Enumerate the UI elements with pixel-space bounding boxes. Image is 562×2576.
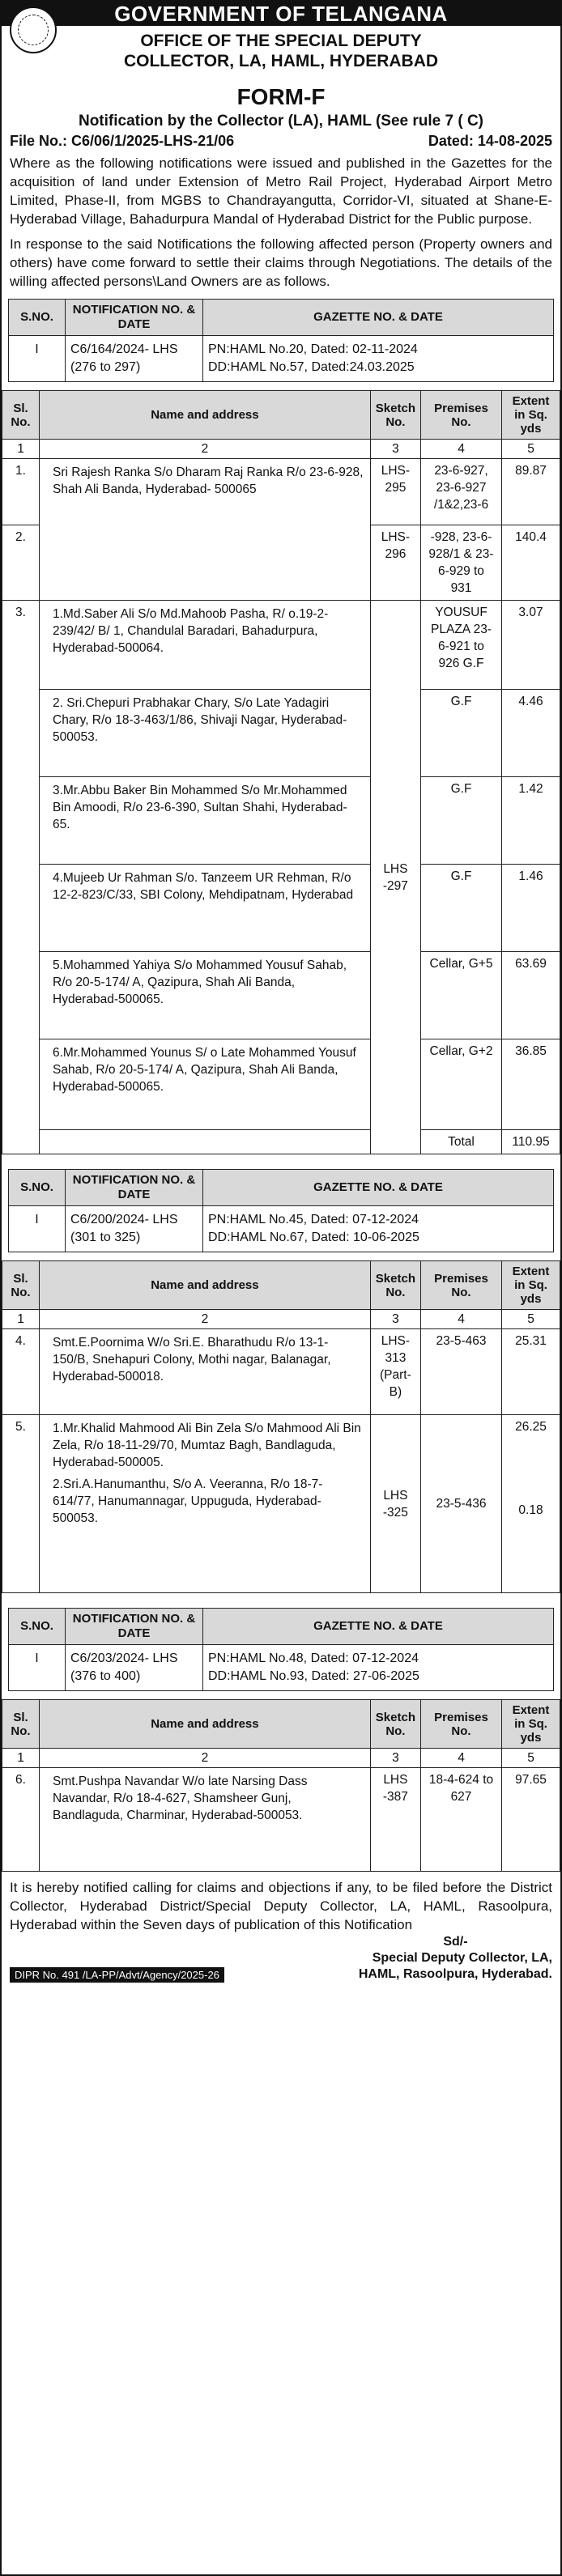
gazette-table-1 bbox=[8, 299, 554, 382]
office-line-2: COLLECTOR, LA, HAML, HYDERABAD bbox=[123, 52, 439, 70]
form-title: FORM-F bbox=[236, 84, 326, 109]
header-sketch-no: Sketch No. bbox=[370, 1700, 420, 1749]
total-spacer bbox=[40, 1130, 371, 1154]
gazette-header-gazette: GAZETTE NO. & DATE bbox=[203, 300, 554, 336]
person-name-address: 6.Mr.Mohammed Younus S/ o Late Mohammed Yousuf Sahab, R/o 20-5-174/ A, Qazipura, Shah Ali Banda, Hyderabad-500065. bbox=[40, 1039, 371, 1130]
row-premises: G.F bbox=[421, 865, 502, 952]
gazette-dd: DD:HAML No.67, Dated: 10-06-2025 bbox=[208, 1231, 419, 1244]
row-extent: 1.46 bbox=[502, 865, 560, 952]
gazette-details bbox=[203, 1645, 554, 1691]
col-number: 5 bbox=[502, 1310, 560, 1329]
gazette-details bbox=[203, 1206, 554, 1252]
gazette-notification: C6/203/2024- LHS (376 to 400) bbox=[66, 1645, 203, 1691]
gazette-table-3 bbox=[8, 1608, 554, 1691]
person-2: 2.Sri.A.Hanumanthu, S/o A. Veeranna, R/o 18-7-614/77, Hanumannagar, Uppuguda, Hyderabad-500053. bbox=[53, 1477, 323, 1525]
header bbox=[2, 2, 560, 83]
person-name-address: Sri Rajesh Ranka S/o Dharam Raj Ranka R/o 23-6-928, Shah Ali Banda, Hyderabad- 500065 bbox=[40, 459, 371, 601]
gazette-header-sno: S.NO. bbox=[9, 1170, 66, 1206]
person-name-address: Smt.E.Poornima W/o Sri.E. Bharathudu R/o 13-1-150/B, Snehapuri Colony, Mothi nagar, Balanagar, Hyderabad-500018. bbox=[40, 1329, 371, 1415]
row-extent: 97.65 bbox=[502, 1768, 560, 1872]
row-premises: G.F bbox=[421, 690, 502, 777]
gazette-dd: DD:HAML No.93, Dated: 27-06-2025 bbox=[208, 1669, 419, 1683]
notification-title: Notification by the Collector (LA), HAML (See rule 7 ( C) bbox=[78, 113, 483, 130]
col-number: 2 bbox=[40, 1310, 371, 1329]
file-date: Dated: 14-08-2025 bbox=[428, 133, 552, 149]
gazette-table-2 bbox=[8, 1169, 554, 1252]
file-line bbox=[2, 131, 560, 151]
row-sl: 5. bbox=[2, 1415, 40, 1593]
affected-persons-table-3 bbox=[2, 1699, 560, 1872]
gazette-sno: I bbox=[9, 336, 66, 382]
person-name-address: 3.Mr.Abbu Baker Bin Mohammed S/o Mr.Mohammed Bin Amoodi, R/o 23-6-390, Sultan Shahi, Hyderabad-65. bbox=[40, 777, 371, 865]
header-extent: Extent in Sq. yds bbox=[502, 1261, 560, 1310]
row-extent: 4.46 bbox=[502, 690, 560, 777]
office-name bbox=[2, 26, 560, 71]
office-line-1: OFFICE OF THE SPECIAL DEPUTY bbox=[140, 32, 422, 50]
row-sl: 6. bbox=[2, 1768, 40, 1872]
row-sl: 2. bbox=[2, 525, 40, 601]
row-sketch: LHS -387 bbox=[370, 1768, 420, 1872]
row-extent: 89.87 bbox=[502, 459, 560, 525]
row-sl: 3. bbox=[2, 601, 40, 1154]
row-sketch: LHS -325 bbox=[370, 1415, 420, 1593]
gazette-sno: I bbox=[9, 1645, 66, 1691]
row-extent: 1.42 bbox=[502, 777, 560, 865]
col-number: 5 bbox=[502, 440, 560, 459]
affected-persons-table-2 bbox=[2, 1260, 560, 1593]
col-number: 4 bbox=[421, 440, 502, 459]
row-premises: 18-4-624 to 627 bbox=[421, 1768, 502, 1872]
row-premises: 23-5-436 bbox=[421, 1415, 502, 1593]
person-name-address: 1.Md.Saber Ali S/o Md.Mahoob Pasha, R/ o.19-2-239/42/ B/ 1, Chandulal Baradari, Bahadurpura, Hyderabad-500064. bbox=[40, 601, 371, 690]
header-sketch-no: Sketch No. bbox=[370, 1261, 420, 1310]
gazette-pn: PN:HAML No.48, Dated: 07-12-2024 bbox=[208, 1651, 419, 1665]
col-number: 4 bbox=[421, 1749, 502, 1768]
extent-1: 26.25 bbox=[515, 1420, 547, 1434]
col-number: 2 bbox=[40, 440, 371, 459]
col-number: 1 bbox=[2, 440, 40, 459]
gazette-header-gazette: GAZETTE NO. & DATE bbox=[203, 1609, 554, 1645]
total-label: Total bbox=[421, 1130, 502, 1154]
header-premises-no: Premises No. bbox=[421, 1261, 502, 1310]
row-premises: YOUSUF PLAZA 23-6-921 to 926 G.F bbox=[421, 601, 502, 690]
header-sl-no: Sl. No. bbox=[2, 1700, 40, 1749]
gazette-pn: PN:HAML No.45, Dated: 07-12-2024 bbox=[208, 1213, 419, 1226]
gazette-notification: C6/200/2024- LHS (301 to 325) bbox=[66, 1206, 203, 1252]
row-premises: Cellar, G+2 bbox=[421, 1039, 502, 1130]
header-extent: Extent in Sq. yds bbox=[502, 1700, 560, 1749]
header-name-address: Name and address bbox=[40, 1700, 371, 1749]
person-name-address: 4.Mujeeb Ur Rahman S/o. Tanzeem UR Rehman, R/o 12-2-823/C/33, SBI Colony, Mehdipatnam, Hyderabad bbox=[40, 865, 371, 952]
col-number: 1 bbox=[2, 1749, 40, 1768]
preamble-paragraph: Where as the following notifications were issued and published in the Gazettes for the acquisition of land under Extension of Metro Rail Project, Hyderabad Airport Metro Limited, Phase-II, from MGBS to Chandrayangutta, Corridor-VI, situated at Shane-E- Hyderabad Village, Bahadurpura Mandal of Hyderabad District for the Public purpose. bbox=[10, 155, 552, 227]
signer-line-2: HAML, Rasoolpura, Hyderabad. bbox=[358, 1967, 552, 1981]
file-number: File No.: C6/06/1/2025-LHS-21/06 bbox=[10, 133, 235, 149]
gazette-header-notification: NOTIFICATION NO. & DATE bbox=[66, 1170, 203, 1206]
header-extent: Extent in Sq. yds bbox=[502, 391, 560, 440]
gazette-dd: DD:HAML No.57, Dated:24.03.2025 bbox=[208, 360, 415, 374]
gazette-header-sno: S.NO. bbox=[9, 1609, 66, 1645]
row-premises: G.F bbox=[421, 777, 502, 865]
row-sl: 4. bbox=[2, 1329, 40, 1415]
state-emblem-seal-icon bbox=[10, 6, 57, 53]
gazette-header-sno: S.NO. bbox=[9, 300, 66, 336]
col-number: 2 bbox=[40, 1749, 371, 1768]
person-1: 1.Mr.Khalid Mahmood Ali Bin Zela S/o Mahmood Ali Bin Zela, R/o 18-11-29/70, Mumtaz Bagh, Bandlaguda, Hyderabad-500005. bbox=[53, 1422, 361, 1469]
row-extent bbox=[502, 1415, 560, 1593]
gazette-details bbox=[203, 336, 554, 382]
row-extent: 36.85 bbox=[502, 1039, 560, 1130]
signer bbox=[359, 1934, 552, 1983]
row-premises: 23-6-927, 23-6-927 /1&2,23-6 bbox=[421, 459, 502, 525]
extent-2: 0.18 bbox=[518, 1503, 543, 1517]
dipr-number: DIPR No. 491 /LA-PP/Advt/Agency/2025-26 bbox=[10, 1967, 224, 1983]
person-name-address bbox=[40, 1415, 371, 1593]
response-paragraph: In response to the said Notifications the following affected person (Property owners and others) have come forward to settle their claims through Negotiations. The details of the willing affected persons\Land Owners are as follows. bbox=[10, 236, 552, 289]
row-sketch: LHS -297 bbox=[370, 601, 420, 1154]
col-number: 5 bbox=[502, 1749, 560, 1768]
signature-block bbox=[2, 1934, 560, 1983]
header-sl-no: Sl. No. bbox=[2, 391, 40, 440]
gazette-header-notification: NOTIFICATION NO. & DATE bbox=[66, 1609, 203, 1645]
header-sl-no: Sl. No. bbox=[2, 1261, 40, 1310]
col-number: 4 bbox=[421, 1310, 502, 1329]
row-sketch: LHS-313 (Part-B) bbox=[370, 1329, 420, 1415]
header-name-address: Name and address bbox=[40, 1261, 371, 1310]
claims-notice: It is hereby notified calling for claims and objections if any, to be filed before the District Collector, Hyderabad District/Special Deputy Collector, LA, HAML, Rasoolpura, Hyderabad within the Seven days of publication of this Notification bbox=[10, 1880, 552, 1932]
person-name-address: 5.Mohammed Yahiya S/o Mohammed Yousuf Sahab, R/o 20-5-174/ A, Qazipura, Shah Ali Banda, Hyderabad-500065. bbox=[40, 952, 371, 1039]
gazette-notification: C6/164/2024- LHS (276 to 297) bbox=[66, 336, 203, 382]
signature-sd: Sd/- bbox=[443, 1935, 468, 1949]
header-premises-no: Premises No. bbox=[421, 1700, 502, 1749]
gazette-header-gazette: GAZETTE NO. & DATE bbox=[203, 1170, 554, 1206]
row-premises: -928, 23-6-928/1 & 23-6-929 to 931 bbox=[421, 525, 502, 601]
col-number: 3 bbox=[370, 440, 420, 459]
gazette-sno: I bbox=[9, 1206, 66, 1252]
col-number: 3 bbox=[370, 1749, 420, 1768]
gazette-pn: PN:HAML No.20, Dated: 02-11-2024 bbox=[208, 342, 418, 356]
col-number: 1 bbox=[2, 1310, 40, 1329]
row-extent: 140.4 bbox=[502, 525, 560, 601]
person-name-address: Smt.Pushpa Navandar W/o late Narsing Dass Navandar, R/o 18-4-627, Shamsheer Gunj, Bandlaguda, Charminar, Hyderabad-500053. bbox=[40, 1768, 371, 1872]
header-premises-no: Premises No. bbox=[421, 391, 502, 440]
header-name-address: Name and address bbox=[40, 391, 371, 440]
row-extent: 25.31 bbox=[502, 1329, 560, 1415]
row-premises: Cellar, G+5 bbox=[421, 952, 502, 1039]
row-extent: 63.69 bbox=[502, 952, 560, 1039]
header-sketch-no: Sketch No. bbox=[370, 391, 420, 440]
row-premises: 23-5-463 bbox=[421, 1329, 502, 1415]
row-sl: 1. bbox=[2, 459, 40, 525]
government-title: GOVERNMENT OF TELANGANA bbox=[2, 2, 560, 26]
person-name-address: 2. Sri.Chepuri Prabhakar Chary, S/o Late Yadagiri Chary, R/o 18-3-463/1/86, Shivaji Nagar, Hyderabad-500053. bbox=[40, 690, 371, 777]
gazette-header-notification: NOTIFICATION NO. & DATE bbox=[66, 300, 203, 336]
col-number: 3 bbox=[370, 1310, 420, 1329]
row-sketch: LHS-296 bbox=[370, 525, 420, 601]
row-sketch: LHS-295 bbox=[370, 459, 420, 525]
affected-persons-table-1 bbox=[2, 390, 560, 1154]
total-value: 110.95 bbox=[502, 1130, 560, 1154]
row-extent: 3.07 bbox=[502, 601, 560, 690]
signer-line-1: Special Deputy Collector, LA, bbox=[372, 1951, 552, 1965]
